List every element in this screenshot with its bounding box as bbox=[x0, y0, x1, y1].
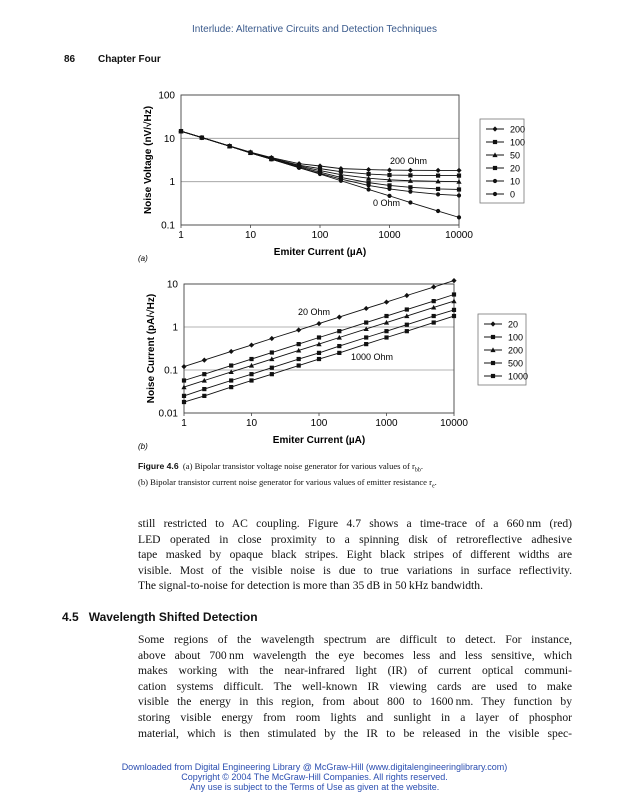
fig-b-legend-label: 500 bbox=[508, 358, 524, 369]
fig-b-ylabel: Noise Current (pA/√Hz) bbox=[146, 293, 157, 404]
fig-b-legend-marker bbox=[491, 361, 495, 365]
fig-b-ytick-label: 10 bbox=[166, 279, 178, 291]
fig-b-point-1000 bbox=[270, 372, 274, 376]
section-heading bbox=[62, 610, 268, 624]
fig-a-point-10 bbox=[408, 189, 412, 193]
fig-b-point-100 bbox=[182, 378, 186, 382]
fig-b-xtick-label: 100 bbox=[310, 418, 328, 429]
fig-b-point-1000 bbox=[452, 314, 456, 318]
chapter-label: Chapter Four bbox=[98, 54, 161, 65]
fig-a-legend-marker bbox=[493, 192, 497, 196]
fig-b-point-100 bbox=[432, 299, 436, 303]
fig-b-point-500 bbox=[249, 372, 253, 376]
fig-b-point-20 bbox=[337, 314, 342, 319]
fig-a-point-0 bbox=[318, 172, 322, 176]
fig-b-point-1000 bbox=[182, 400, 186, 404]
fig-b-point-1000 bbox=[405, 329, 409, 333]
fig-b-point-500 bbox=[432, 314, 436, 318]
fig-a-point-0 bbox=[227, 144, 231, 148]
fig-a-xlabel: Emiter Current (µA) bbox=[273, 247, 367, 258]
fig-b-point-100 bbox=[229, 363, 233, 367]
fig-a-point-100 bbox=[366, 172, 370, 176]
fig-b-point-100 bbox=[364, 320, 368, 324]
fig-a-point-100 bbox=[387, 173, 391, 177]
fig-a-legend-label: 100 bbox=[510, 137, 526, 148]
running-header: Interlude: Alternative Circuits and Detection Techniques bbox=[192, 24, 437, 35]
fig-b-point-500 bbox=[202, 387, 206, 391]
fig-a-xtick-label: 100 bbox=[311, 230, 329, 241]
fig-b-plot-frame bbox=[184, 284, 454, 413]
fig-a-point-200 bbox=[435, 168, 440, 173]
caption-label: Figure 4.6 bbox=[138, 461, 179, 471]
fig-b-point-20 bbox=[384, 299, 389, 304]
fig-b-point-200 bbox=[451, 299, 456, 304]
fig-a-point-200 bbox=[366, 167, 371, 172]
fig-b-point-1000 bbox=[317, 357, 321, 361]
fig-a-point-0 bbox=[457, 215, 461, 219]
fig-b-point-20 bbox=[269, 336, 274, 341]
fig-b-point-1000 bbox=[249, 378, 253, 382]
fig-a-point-0 bbox=[269, 157, 273, 161]
fig-a-point-0 bbox=[408, 200, 412, 204]
fig-b-point-500 bbox=[337, 344, 341, 348]
fig-b-legend-marker bbox=[491, 374, 495, 378]
figure-a-chart bbox=[130, 84, 530, 274]
fig-b-point-1000 bbox=[337, 351, 341, 355]
fig-a-ytick-label: 1 bbox=[169, 177, 175, 189]
fig-b-point-100 bbox=[249, 357, 253, 361]
fig-a-point-200 bbox=[387, 167, 392, 172]
fig-b-point-1000 bbox=[384, 335, 388, 339]
section-number: 4.5 bbox=[62, 610, 79, 624]
figure-b-chart bbox=[130, 274, 530, 460]
fig-b-ytick-label: 0.01 bbox=[158, 408, 178, 420]
fig-a-point-20 bbox=[457, 187, 461, 191]
fig-b-legend-label: 1000 bbox=[508, 371, 529, 382]
body-paragraph-2: Some regions of the wavelength spectrum are difficult to detect. For instance, above about 700 nm wavelength the eye becomes less and less sensitive, which makes working with the near-infrared light (IR) of current optical communi- cation systems difficult. The well-known IR viewing cards are used to make visible the energy in this region, from about 800 to 1600 nm. They function by storing visible energy from room lights and sunlight in a layer of phosphor material, which is then stimulated by the IR to be released in the visible spec- bbox=[138, 633, 572, 740]
fig-b-annotation: 20 Ohm bbox=[298, 307, 331, 317]
fig-a-annotation: 0 Ohm bbox=[373, 198, 401, 208]
fig-b-point-100 bbox=[384, 314, 388, 318]
fig-b-point-20 bbox=[249, 342, 254, 347]
fig-a-legend-label: 200 bbox=[510, 124, 526, 135]
fig-a-xtick-label: 1 bbox=[178, 230, 184, 241]
fig-a-point-0 bbox=[366, 187, 370, 191]
fig-b-point-100 bbox=[337, 329, 341, 333]
fig-b-point-20 bbox=[202, 357, 207, 362]
fig-a-legend-label: 20 bbox=[510, 163, 521, 174]
fig-b-point-100 bbox=[270, 350, 274, 354]
fig-a-point-0 bbox=[297, 166, 301, 170]
fig-b-point-100 bbox=[452, 292, 456, 296]
fig-b-xtick-label: 10000 bbox=[440, 418, 468, 429]
fig-b-point-500 bbox=[182, 394, 186, 398]
fig-a-point-10 bbox=[457, 193, 461, 197]
fig-b-point-100 bbox=[202, 372, 206, 376]
fig-b-point-20 bbox=[404, 293, 409, 298]
fig-b-legend-label: 100 bbox=[508, 332, 524, 343]
fig-b-point-1000 bbox=[229, 385, 233, 389]
fig-b-point-500 bbox=[384, 329, 388, 333]
fig-a-xtick-label: 10000 bbox=[445, 230, 473, 241]
fig-a-legend-label: 0 bbox=[510, 189, 516, 200]
fig-b-point-20 bbox=[316, 321, 321, 326]
fig-a-ytick-label: 100 bbox=[158, 90, 175, 102]
fig-a-point-100 bbox=[408, 173, 412, 177]
fig-b-point-20 bbox=[451, 278, 456, 283]
fig-a-point-0 bbox=[248, 151, 252, 155]
fig-b-xtick-label: 10 bbox=[245, 418, 258, 429]
fig-a-point-0 bbox=[200, 135, 204, 139]
fig-a-xtick-label: 10 bbox=[244, 230, 257, 241]
fig-b-point-500 bbox=[317, 351, 321, 355]
fig-a-point-0 bbox=[436, 209, 440, 213]
footer-notice: Downloaded from Digital Engineering Library @ McGraw-Hill (www.digitalengineeringlibrary.com) Copyright © 2004 The McGraw-Hill Companies. All rights reserved. Any use is subject to the Terms of Use as given at the website. bbox=[121, 762, 508, 792]
fig-a-panel-label: (a) bbox=[138, 254, 148, 263]
fig-b-legend-marker bbox=[491, 335, 495, 339]
fig-b-point-1000 bbox=[432, 320, 436, 324]
fig-b-point-500 bbox=[405, 323, 409, 327]
fig-b-point-500 bbox=[270, 366, 274, 370]
fig-b-point-500 bbox=[297, 357, 301, 361]
fig-b-ytick-label: 0.1 bbox=[164, 365, 178, 377]
fig-b-point-500 bbox=[229, 378, 233, 382]
fig-a-point-200 bbox=[408, 168, 413, 173]
fig-a-point-100 bbox=[436, 174, 440, 178]
fig-b-point-20 bbox=[431, 284, 436, 289]
fig-a-point-10 bbox=[387, 187, 391, 191]
fig-b-point-500 bbox=[364, 335, 368, 339]
fig-b-point-20 bbox=[181, 364, 186, 369]
fig-b-legend-label: 200 bbox=[508, 345, 524, 356]
fig-a-legend-label: 10 bbox=[510, 176, 521, 187]
section-title: Wavelength Shifted Detection bbox=[88, 610, 258, 624]
fig-b-point-100 bbox=[297, 342, 301, 346]
fig-a-point-10 bbox=[366, 183, 370, 187]
fig-b-point-1000 bbox=[202, 394, 206, 398]
fig-b-point-1000 bbox=[297, 363, 301, 367]
fig-b-panel-label: (b) bbox=[138, 442, 148, 451]
fig-a-legend-label: 50 bbox=[510, 150, 521, 161]
fig-a-point-200 bbox=[456, 168, 461, 173]
fig-b-xtick-label: 1 bbox=[181, 418, 187, 429]
fig-b-point-100 bbox=[405, 307, 409, 311]
fig-b-point-20 bbox=[229, 349, 234, 354]
fig-b-annotation: 1000 Ohm bbox=[351, 352, 394, 362]
fig-a-legend-marker bbox=[493, 166, 497, 170]
fig-b-ytick-label: 1 bbox=[172, 322, 178, 334]
fig-a-point-20 bbox=[436, 187, 440, 191]
fig-a-legend-marker bbox=[493, 140, 497, 144]
fig-b-legend-label: 20 bbox=[508, 319, 519, 330]
fig-b-point-1000 bbox=[364, 342, 368, 346]
fig-a-point-10 bbox=[436, 192, 440, 196]
fig-b-point-20 bbox=[296, 327, 301, 332]
figure-caption: Figure 4.6 (a) Bipolar transistor voltage noise generator for various values of $r_{bb}$. (b) Bipolar transistor current noise generator for various values of emitter resistance $r_e$. bbox=[138, 461, 437, 490]
fig-b-xtick-label: 1000 bbox=[375, 418, 398, 429]
fig-a-xtick-label: 1000 bbox=[378, 230, 401, 241]
fig-b-point-100 bbox=[317, 335, 321, 339]
fig-a-point-100 bbox=[457, 174, 461, 178]
body-paragraph-1: still restricted to AC coupling. Figure 4.7 shows a time-trace of a 660 nm (red) LED operated in close proximity to a spinning disk of retroreflective adhesive tape masked by opaque black stripes. Eight black stripes of different widths are visible. Most of the visible noise is due to true variations in surface reflectivity. The signal-to-noise for detection is more than 35 dB in 50 kHz bandwidth. bbox=[138, 517, 572, 593]
fig-b-point-20 bbox=[364, 306, 369, 311]
page-number: 86 bbox=[64, 54, 76, 65]
fig-b-xlabel: Emiter Current (µA) bbox=[272, 435, 366, 446]
fig-a-legend-marker bbox=[493, 179, 497, 183]
fig-a-annotation: 200 Ohm bbox=[390, 156, 428, 166]
fig-a-ytick-label: 10 bbox=[163, 133, 175, 145]
fig-b-point-500 bbox=[452, 308, 456, 312]
fig-a-point-0 bbox=[179, 129, 183, 133]
fig-a-point-20 bbox=[408, 185, 412, 189]
fig-a-point-0 bbox=[339, 179, 343, 183]
fig-a-ylabel: Noise Voltage (nV/√Hz) bbox=[143, 105, 154, 215]
fig-a-ytick-label: 0.1 bbox=[161, 220, 175, 232]
